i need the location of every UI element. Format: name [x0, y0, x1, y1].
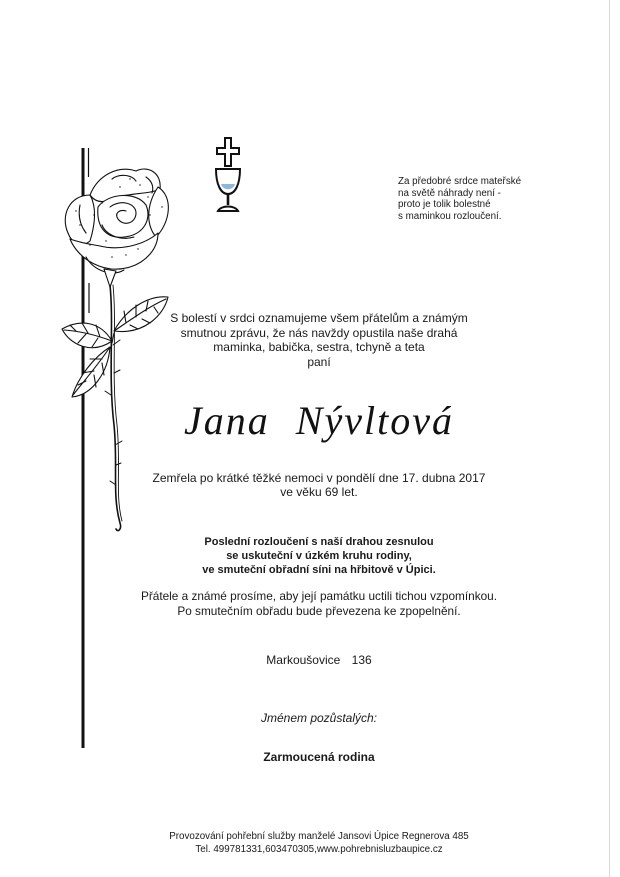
- poem-line: Za předobré srdce mateřské: [398, 176, 522, 187]
- signature-intro: Jménem pozůstalých:: [260, 711, 378, 725]
- poem: [398, 176, 521, 222]
- farewell-line: se uskuteční v úzkém kruhu rodiny,: [226, 550, 412, 562]
- poem-line: proto je tolik bolestné: [398, 199, 491, 210]
- poem-line: na světě náhrady není -: [398, 187, 501, 199]
- farewell-line: Poslední rozloučení s naší drahou zesnulou: [204, 536, 434, 548]
- request-line: Po smutečním obřadu bude převezena ke zpopelnění.: [177, 604, 461, 618]
- footer-line: Provozování pohřební služby manželé Jansovi Úpice Regnerova 485: [169, 831, 469, 842]
- signature: Zarmoucená rodina: [263, 750, 375, 764]
- death-notice-line: Zemřela po krátké těžké nemoci v pondělí dne 17. dubna 2017: [152, 471, 486, 485]
- death-notice-line: ve věku 69 let.: [280, 484, 358, 499]
- cross-chalice-icon: [208, 134, 248, 216]
- announcement-line: maminka, babička, sestra, tchyně a teta: [213, 340, 425, 355]
- death-notice: [119, 472, 519, 499]
- request-line: Přátele a známé prosíme, aby její památku uctili tichou vzpomínkou.: [140, 589, 498, 603]
- announcement: [119, 311, 519, 370]
- scan-edge: [609, 0, 610, 877]
- footer: [119, 830, 519, 856]
- announcement-line: S bolestí v srdci oznamujeme všem přátelům a známým: [170, 311, 468, 325]
- address: Markoušovice 136: [266, 653, 372, 667]
- farewell-line: ve smuteční obřadní síni na hřbitově v Úpici.: [202, 564, 436, 576]
- request: [119, 589, 519, 619]
- deceased-name: Jana Nývltová: [184, 398, 454, 443]
- announcement-line: paní: [307, 355, 331, 370]
- farewell-info: [119, 535, 519, 577]
- poem-line: s maminkou rozloučení.: [398, 210, 502, 222]
- footer-line: Tel. 499781331,603470305,www.pohrebnisluzbaupice.cz: [195, 844, 443, 855]
- announcement-line: smutnou zprávu, že nás navždy opustila naše drahá: [180, 325, 458, 340]
